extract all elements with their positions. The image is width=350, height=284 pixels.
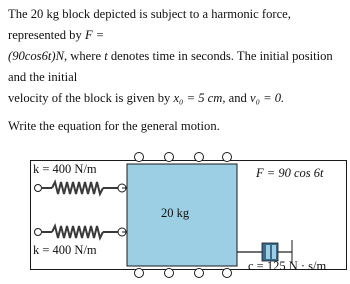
initial-velocity: v₀ = 0.: [250, 91, 285, 105]
force-label: F = 90 cos 6t: [256, 166, 324, 180]
problem-line-2: [8, 46, 346, 88]
time-symbol: t: [104, 49, 108, 63]
force-expression: (90cos6t)N: [8, 49, 64, 63]
instruction-text: Write the equation for the general motion.: [8, 119, 220, 133]
mass-label: 20 kg: [161, 206, 190, 220]
spring-top-label: k = 400 N/m: [33, 162, 97, 176]
problem-text-and: , and: [222, 91, 247, 105]
damper-label: c = 125 N · s/m: [248, 259, 327, 273]
problem-text-2a: , where: [63, 49, 102, 63]
problem-statement: [8, 4, 346, 137]
initial-position: x₀ = 5 cm: [173, 91, 223, 105]
bottom-spring: [35, 226, 128, 238]
spring-mass-damper-figure: [30, 152, 347, 278]
problem-line-1: [8, 4, 346, 46]
force-symbol: F =: [84, 28, 105, 42]
problem-text-2b: denotes time in seconds. The initial position and the initial: [8, 49, 333, 84]
top-spring: [35, 182, 128, 194]
spring-bottom-label: k = 400 N/m: [33, 243, 97, 257]
problem-text-3: velocity of the block is given by: [8, 91, 171, 105]
problem-line-3: [8, 88, 346, 109]
problem-text-1: The 20 kg block depicted is subject to a harmonic force, represented by: [8, 7, 291, 42]
